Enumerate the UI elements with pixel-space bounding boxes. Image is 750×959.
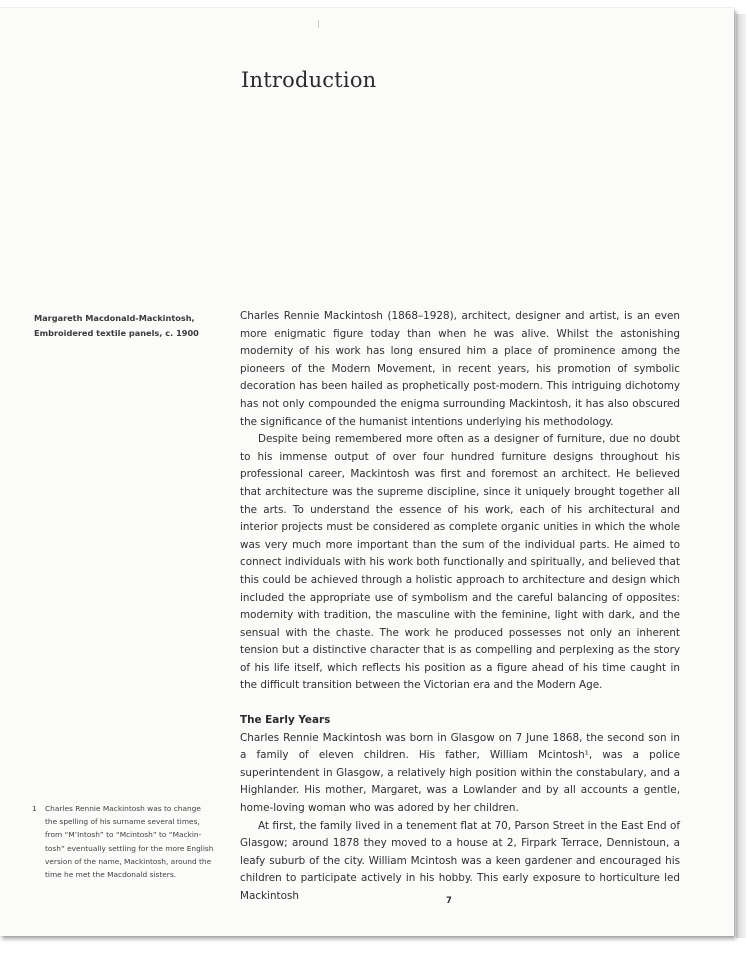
page-title: Introduction <box>241 68 377 92</box>
section-heading: The Early Years <box>240 714 331 727</box>
paragraph: Despite being remembered more often as a designer of furniture, due no doubt to his immense output of over four hundred furniture designs throughout his professional career, Mackintosh was first and foremost an architect. He believed that architecture was the supreme discipline, since it uniquely brought together all the arts. To understand the essence of his work, each of his architectural and interior projects must be considered as complete organic unities in which the whole was very much more important than the sum of the individual parts. He aimed to connect individuals with his work both functionally and spiritually, and believed that this could be achieved through a holistic approach to architecture and design which included the appropriate use of symbolism and the careful balancing of opposites: modernity with tradition, the masculine with the feminine, light with dark, and the sensual with the chaste. The work he produced possesses not only an inherent tension but a distinctive character that is as compelling and perplexing as the story of his life itself, which reflects his position as a figure ahead of his time caught in the difficult transition between the Victorian era and the Modern Age. <box>240 433 680 692</box>
page-edge <box>736 14 746 938</box>
paragraph: Charles Rennie Mackintosh was born in Glasgow on 7 June 1868, the second son in a family of eleven children. His father, William Mcintosh¹, was a police superintendent in Glasgow, a relatively high position within the constabulary, and a Highlander. His mother, Margaret, was a Lowlander and by all accounts a gentle, home-loving woman who was adored by her children. <box>240 731 680 815</box>
footnote-number: 1 <box>32 804 37 813</box>
page-number: 7 <box>446 896 452 906</box>
main-text <box>240 308 680 906</box>
paragraph: Charles Rennie Mackintosh (1868–1928), architect, designer and artist, is an even more enigmatic figure today than when he was alive. Whilst the astonishing modernity of his work has long ensured him a place of prominence among the pioneers of the Modern Movement, in recent years, his promotion of symbolic decoration has been hailed as prophetically post-modern. This intriguing dichotomy has not only compounded the enigma surrounding Mackintosh, it has also obscured the significance of the humanist intentions underlying his methodology. <box>240 310 680 428</box>
footnote-line: Charles Rennie Mackintosh was to change <box>45 804 201 813</box>
footnote-line: tosh” eventually settling for the more English <box>45 843 214 853</box>
paragraph: At first, the family lived in a tenement flat at 70, Parson Street in the East End of Glasgow; around 1878 they moved to a house at 2, Firpark Terrace, Dennistoun, a leafy suburb of the city. William Mcintosh was a keen gardener and encouraged his children to participate actively in his hobby. This early exposure to horticulture led Mackintosh <box>240 819 680 902</box>
footnote-line: version of the name, Mackintosh, around the <box>45 856 212 866</box>
book-page <box>0 8 734 936</box>
caption-line: Margareth Macdonald-Mackintosh, <box>34 313 195 323</box>
page-mark <box>318 20 319 28</box>
caption-line: Embroidered textile panels, c. 1900 <box>34 328 199 338</box>
footnote-line: time he met the Macdonald sisters. <box>45 870 177 880</box>
image-caption <box>34 311 229 341</box>
footnote-line: from “M’Intosh” to “Mcintosh” to “Mackin- <box>45 830 202 840</box>
footnote-line: the spelling of his surname several times, <box>45 817 200 827</box>
footnote-text <box>45 802 225 881</box>
